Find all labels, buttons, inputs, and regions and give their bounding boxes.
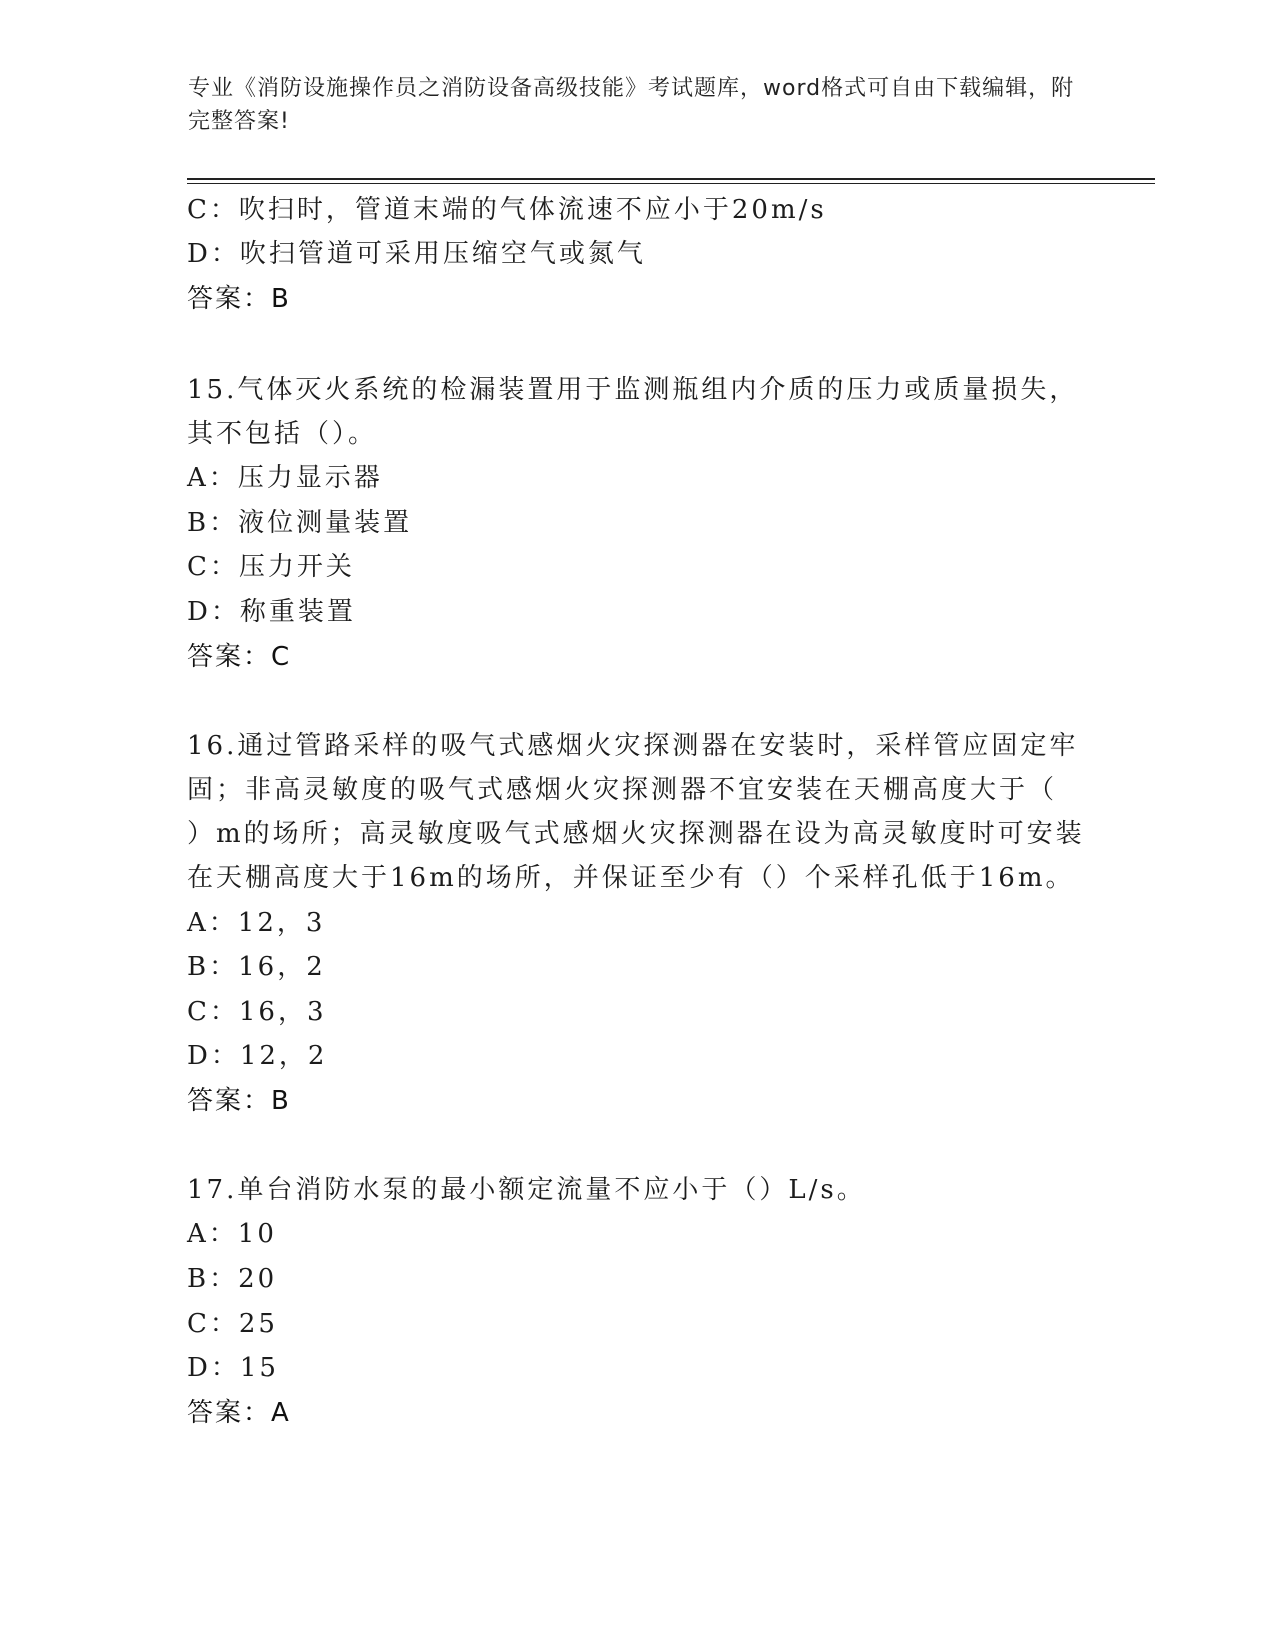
q16-option-b: B：16，2 — [187, 952, 326, 982]
q17-answer: 答案：A — [187, 1398, 291, 1428]
q16-option-c: C：16，3 — [187, 997, 327, 1027]
q15-option-a: A：压力显示器 — [187, 463, 383, 493]
header-divider-thick — [187, 178, 1155, 180]
q16-answer: 答案：B — [187, 1086, 291, 1116]
q15-stem-line-1: 15.气体灭火系统的检漏装置用于监测瓶组内介质的压力或质量损失， — [187, 375, 1079, 405]
q17-option-c: C：25 — [187, 1309, 278, 1339]
q16-stem-line-4: 在天棚高度大于16m的场所，并保证至少有（）个采样孔低于16m。 — [187, 863, 1075, 893]
q15-option-b: B：液位测量装置 — [187, 508, 413, 538]
q15-option-d: D：称重装置 — [187, 597, 356, 627]
header-divider-thin — [187, 183, 1155, 184]
q16-option-a: A：12，3 — [187, 908, 326, 938]
q15-stem-line-2: 其不包括（）。 — [187, 419, 378, 449]
document-header: 专业《消防设施操作员之消防设备高级技能》考试题库，word格式可自由下载编辑，附完整答案! — [188, 76, 1075, 134]
q16-option-d: D：12，2 — [187, 1041, 328, 1071]
q16-stem-line-3: ）m的场所；高灵敏度吸气式感烟火灾探测器在设为高灵敏度时可安装 — [187, 819, 1085, 849]
q17-stem-line-1: 17.单台消防水泵的最小额定流量不应小于（）L/s。 — [187, 1175, 866, 1205]
q14-answer: 答案：B — [187, 284, 291, 314]
q15-option-c: C：压力开关 — [187, 552, 355, 582]
q16-stem-line-1: 16.通过管路采样的吸气式感烟火灾探测器在安装时，采样管应固定牢 — [187, 731, 1079, 761]
q15-answer: 答案：C — [187, 642, 292, 672]
q17-option-a: A：10 — [187, 1219, 277, 1249]
q16-stem-line-2: 固；非高灵敏度的吸气式感烟火灾探测器不宜安装在天棚高度大于（ — [187, 775, 1058, 805]
q14-option-d: D：吹扫管道可采用压缩空气或氮气 — [187, 239, 646, 269]
q17-option-b: B：20 — [187, 1264, 278, 1294]
q17-option-d: D：15 — [187, 1353, 279, 1383]
q14-option-c: C：吹扫时，管道末端的气体流速不应小于20m/s — [187, 195, 827, 225]
